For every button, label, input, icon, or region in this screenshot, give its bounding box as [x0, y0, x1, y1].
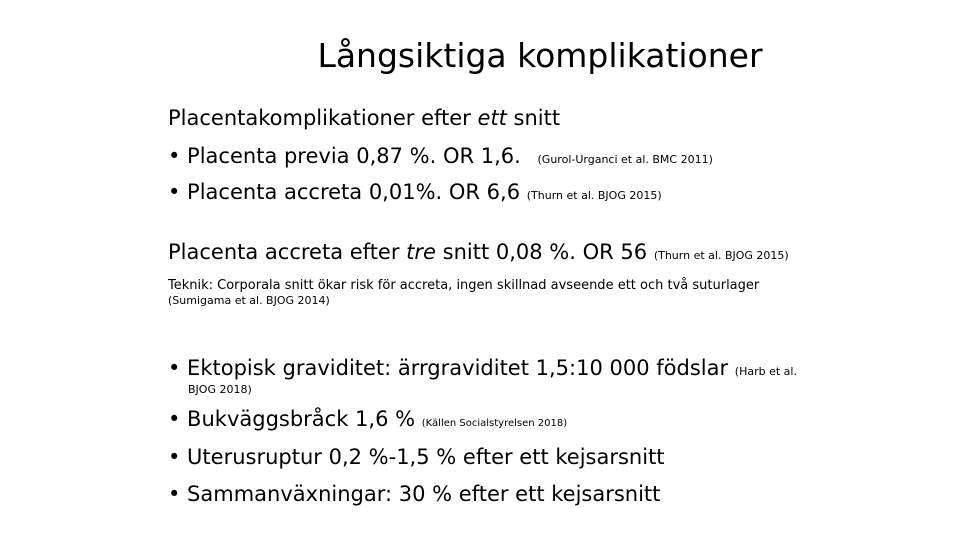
bullet-placenta-accreta: • Placenta accreta 0,01%. OR 6,6 (Thurn et al. BJOG 2015): [168, 180, 662, 204]
citation-continued: BJOG 2018): [188, 383, 252, 396]
section2-heading: Placenta accreta efter tre snitt 0,08 %. OR 56 (Thurn et al. BJOG 2015): [168, 240, 789, 264]
bullet-sammanvaxningar: • Sammanväxningar: 30 % efter ett kejsarsnitt: [168, 482, 661, 506]
citation: (Thurn et al. BJOG 2015): [526, 189, 662, 202]
citation: (Gurol-Urganci et al. BMC 2011): [537, 153, 713, 166]
bullet-ektopisk: • Ektopisk graviditet: ärrgraviditet 1,5:10 000 födslar (Harb et al.: [168, 356, 797, 380]
bullet-uterusruptur: • Uterusruptur 0,2 %-1,5 % efter ett kejsarsnitt: [168, 445, 665, 469]
section1-heading: Placentakomplikationer efter ett snitt: [168, 106, 561, 130]
citation: (Harb et al.: [734, 365, 797, 378]
citation: (Thurn et al. BJOG 2015): [653, 249, 789, 262]
citation: (Källen Socialstyrelsen 2018): [421, 418, 568, 429]
slide-title: Långsiktiga komplikationer: [317, 36, 763, 75]
bullet-bukvaggsbrack: • Bukväggsbråck 1,6 % (Källen Socialstyrelsen 2018): [168, 407, 568, 431]
technique-note: Teknik: Corporala snitt ökar risk för accreta, ingen skillnad avseende ett och två suturlager: [168, 278, 760, 293]
technique-citation: (Sumigama et al. BJOG 2014): [168, 294, 330, 307]
bullet-placenta-previa: • Placenta previa 0,87 %. OR 1,6. (Gurol-Urganci et al. BMC 2011): [168, 144, 713, 168]
